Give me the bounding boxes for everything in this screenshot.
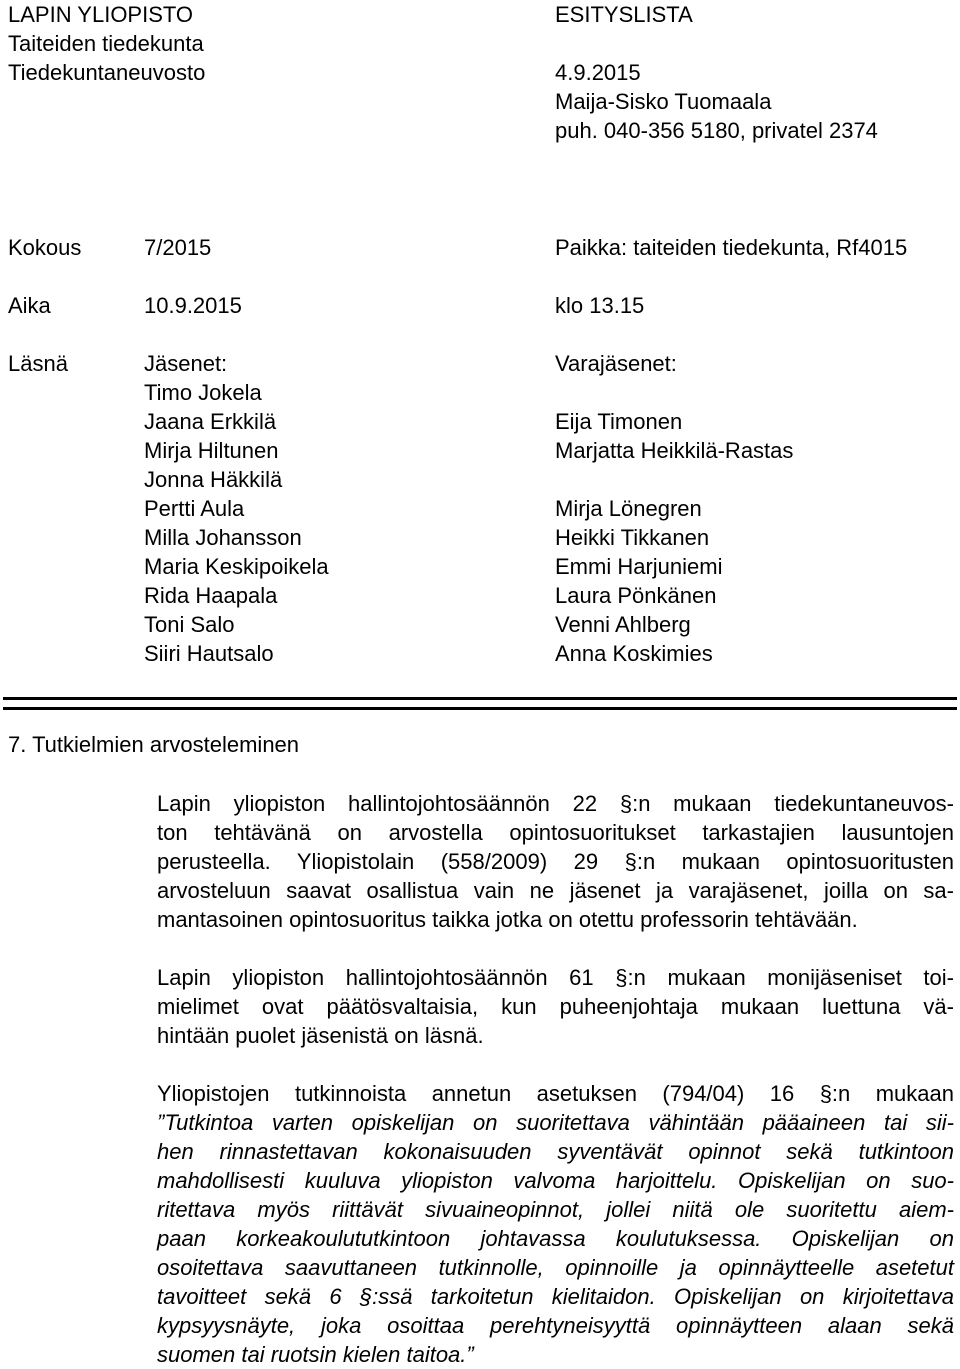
kokous-label: Kokous [8,235,82,260]
members-heading: Jäsenet: [144,351,228,376]
aika-date: 10.9.2015 [144,293,242,318]
paragraph-3 [157,1079,954,1369]
member-name: Rida Haapala [144,583,278,608]
quote-line: hen rinnastettavan kokonaisuuden syventävät opinnot sekä tutkintoon [157,1139,954,1164]
aika-label: Aika [8,293,51,318]
member-name: Siiri Hautsalo [144,641,274,666]
kokous-value: 7/2015 [144,235,212,260]
quote-line: paan korkeakoulututkintoon johtavassa koulutuksessa. Opiskelijan on [157,1226,954,1251]
quote-line: kypsyysnäyte, joka osoittaa perehtyneisyyttä opinnäytteen alaan sekä [157,1313,954,1338]
member-name: Mirja Hiltunen [144,438,279,463]
faculty-name: Taiteiden tiedekunta [8,31,204,56]
paragraph-line: perusteella. Yliopistolain (558/2009) 29 §:n mukaan opintosuoritusten [157,849,954,874]
aika-time: klo 13.15 [555,293,645,318]
paragraph-line: Lapin yliopiston hallintojohtosäännön 61 §:n mukaan monijäseniset toi- [157,965,954,990]
paragraph-line: hintään puolet jäsenistä on läsnä. [157,1023,484,1048]
quote-line: osoitettava saavuttaneen tutkinnolle, opinnoille ja opinnäytteelle asetetut [157,1255,954,1280]
member-name: Maria Keskipoikela [144,554,329,579]
council-name: Tiedekuntaneuvosto [8,60,206,85]
attendance-label: Läsnä [8,351,68,376]
paragraph-2 [157,963,954,1050]
paragraph-line: Yliopistojen tutkinnoista annetun asetuksen (794/04) 16 §:n mukaan [157,1081,954,1106]
meeting-place: Paikka: taiteiden tiedekunta, Rf4015 [555,235,908,260]
deputy-name [555,378,793,407]
section-title: 7. Tutkielmien arvosteleminen [8,732,300,757]
quote-line: suomen tai ruotsin kielen taitoa.” [157,1342,474,1367]
paragraph-line: mielimet ovat päätösvaltaisia, kun puheenjohtaja mukaan luettuna vä- [157,994,954,1019]
member-name: Jaana Erkkilä [144,409,277,434]
deputy-name [555,465,793,494]
deputy-name: Heikki Tikkanen [555,525,710,550]
document-type: ESITYSLISTA [555,2,693,27]
members-column [144,349,329,668]
paragraph-line: Lapin yliopiston hallintojohtosäännön 22 §:n mukaan tiedekuntaneuvos- [157,791,954,816]
paragraph-1 [157,789,954,934]
member-name: Jonna Häkkilä [144,467,283,492]
deputies-heading: Varajäsenet: [555,351,677,376]
member-name: Pertti Aula [144,496,245,521]
contact-name: Maija-Sisko Tuomaala [555,89,772,114]
member-name: Milla Johansson [144,525,302,550]
member-name: Timo Jokela [144,380,262,405]
deputy-name: Marjatta Heikkilä-Rastas [555,438,794,463]
document-date: 4.9.2015 [555,60,641,85]
deputy-name: Anna Koskimies [555,641,713,666]
quote-line: tavoitteet sekä 6 §:ssä tarkoitetun kielitaidon. Opiskelijan on kirjoitettava [157,1284,954,1309]
quote-line: ”Tutkintoa varten opiskelijan on suoritettava vähintään pääaineen tai sii- [157,1110,954,1135]
deputy-name: Eija Timonen [555,409,683,434]
deputies-column [555,349,793,668]
divider-bottom [3,707,957,710]
paragraph-line: ton tehtävänä on arvostella opintosuoritukset tarkastajien lausuntojen [157,820,954,845]
paragraph-line: mantasoinen opintosuoritus taikka jotka on otettu professorin tehtävään. [157,907,858,932]
divider-top [3,697,957,700]
org-name: LAPIN YLIOPISTO [8,2,194,27]
deputy-name: Venni Ahlberg [555,612,691,637]
deputy-name: Mirja Lönegren [555,496,702,521]
member-name: Toni Salo [144,612,235,637]
deputy-name: Emmi Harjuniemi [555,554,723,579]
quote-line: mahdollisesti kuuluva yliopiston valvoma harjoittelu. Opiskelijan on suo- [157,1168,954,1193]
quote-line: ritettava myös riittävät sivuaineopinnot, jollei niitä ole suoritettu aiem- [157,1197,954,1222]
paragraph-line: arvosteluun saavat osallistua vain ne jäsenet ja varajäsenet, joilla on sa- [157,878,954,903]
contact-phone: puh. 040-356 5180, privatel 2374 [555,118,878,143]
deputy-name: Laura Pönkänen [555,583,717,608]
